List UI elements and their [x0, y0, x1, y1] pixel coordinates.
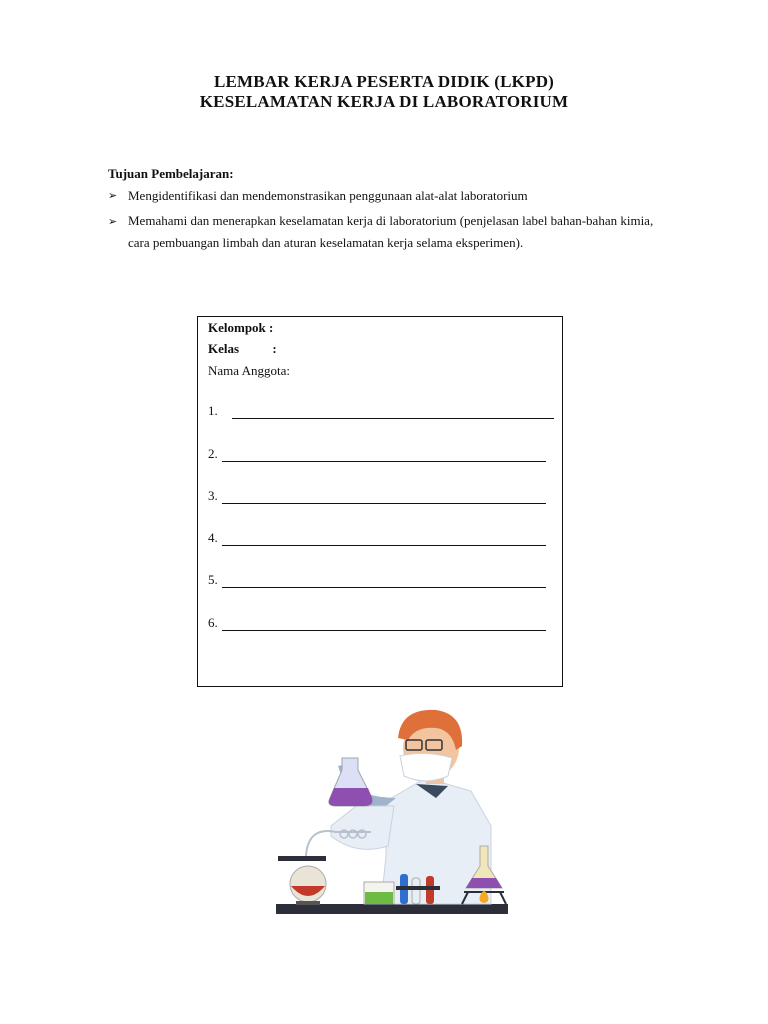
flask-liquid — [329, 788, 372, 806]
member-number: 5. — [208, 572, 218, 587]
member-number: 3. — [208, 488, 218, 503]
members-label: Nama Anggota: — [208, 363, 290, 378]
class-field — [208, 341, 277, 357]
arrow-bullet-icon: ➢ — [108, 190, 118, 202]
member-line[interactable] — [208, 530, 546, 546]
member-line[interactable] — [208, 572, 546, 588]
document-title-line2: KESELAMATAN KERJA DI LABORATORIUM — [199, 92, 569, 111]
objective-item — [108, 188, 528, 204]
beaker-liquid — [365, 892, 393, 904]
member-line[interactable] — [208, 615, 546, 631]
document-title-line1: LEMBAR KERJA PESERTA DIDIK (LKPD) — [213, 72, 555, 91]
member-number: 2. — [208, 446, 218, 461]
arrow-bullet-icon: ➢ — [108, 216, 118, 228]
group-info-box — [197, 316, 563, 687]
round-flask-icon — [290, 866, 326, 902]
objective-text: Memahami dan menerapkan keselamatan kerja di laboratorium (penjelasan label bahan-bahan kimia, cara pembuangan limbah dan aturan keselamatan kerja selama eksperimen). — [128, 213, 654, 250]
member-blank[interactable] — [222, 629, 546, 631]
group-label: Kelompok : — [208, 320, 274, 335]
member-blank[interactable] — [222, 460, 546, 462]
member-blank[interactable] — [222, 586, 546, 588]
member-line[interactable] — [208, 403, 554, 419]
objective-item — [108, 210, 668, 254]
member-blank[interactable] — [222, 502, 546, 504]
conical-flask-liquid — [466, 878, 502, 888]
member-line[interactable] — [208, 488, 546, 504]
member-line[interactable] — [208, 446, 546, 462]
member-blank[interactable] — [232, 417, 554, 419]
member-number: 1. — [208, 403, 218, 418]
face-mask — [400, 753, 452, 781]
class-colon: : — [272, 341, 277, 356]
objective-text: Mengidentifikasi dan mendemonstrasikan penggunaan alat-alat laboratorium — [128, 188, 528, 203]
scientist-illustration — [276, 706, 508, 916]
member-blank[interactable] — [222, 544, 546, 546]
burner — [296, 901, 320, 905]
member-number: 4. — [208, 530, 218, 545]
sleeve — [331, 806, 394, 849]
stand-clamp — [278, 856, 326, 861]
objectives-heading: Tujuan Pembelajaran: — [108, 166, 234, 181]
lab-bench — [276, 904, 508, 914]
member-number: 6. — [208, 615, 218, 630]
class-label: Kelas — [208, 341, 240, 356]
tube-rack — [396, 886, 440, 890]
test-tube-icon — [412, 878, 420, 904]
